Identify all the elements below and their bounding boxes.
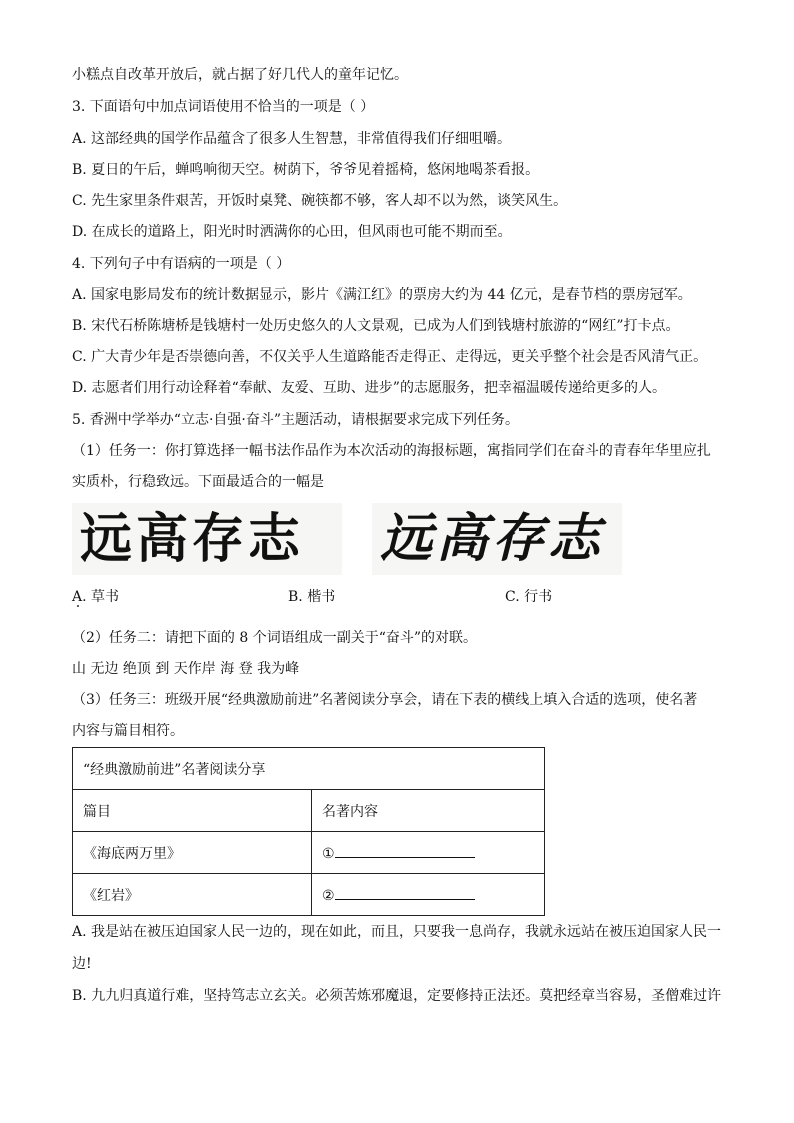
table-header-title: 篇目	[73, 790, 312, 832]
answer-blank-2[interactable]	[335, 885, 475, 900]
task-2-words: 山 无边 绝顶 到 天作岸 海 登 我为峰	[72, 661, 300, 677]
question-4-option-b: B. 宋代石桥陈塘桥是钱塘村一处历史悠久的人文景观，已成为人们到钱塘村旅游的“网红”打卡点。	[72, 318, 680, 334]
calligraphy-text-b: 远高存志	[380, 509, 605, 569]
task-1-line-1: （1）任务一：你打算选择一幅书法作品作为本次活动的海报标题，寓指同学们在奋斗的青春年华里应扎	[72, 443, 711, 459]
question-5: 5. 香洲中学举办“立志·自强·奋斗”主题活动，请根据要求完成下列任务。	[72, 412, 520, 428]
option-c-label: C. 行书	[505, 589, 553, 605]
question-3-option-b: B. 夏日的午后，蝉鸣响彻天空。树荫下，爷爷见着摇椅，悠闲地喝茶看报。	[72, 162, 540, 178]
calligraphy-image-a	[72, 503, 342, 575]
text-line: 小糕点自改革开放后，就占据了好几代人的童年记忆。	[72, 67, 408, 83]
table-cell-title: 《红岩》	[73, 874, 312, 916]
question-4: 4. 下列句子中有语病的一项是（ ）	[72, 256, 291, 272]
reading-share-table	[72, 747, 545, 916]
question-4-option-d: D. 志愿者们用行动诠释着“奉献、友爱、互助、进步”的志愿服务，把幸福温暖传递给更多的人。	[72, 380, 666, 396]
table-header-row	[73, 790, 545, 832]
calligraphy-image-b	[372, 503, 622, 575]
answer-a-line-2: 边!	[72, 956, 92, 972]
calligraphy-text-a: 远高存志	[80, 507, 305, 570]
question-3-option-c: C. 先生家里条件艰苦，开饭时桌凳、碗筷都不够，客人却不以为然，谈笑风生。	[72, 193, 568, 209]
option-b-label: B. 楷书	[288, 589, 336, 605]
answer-b-line-1: B. 九九归真道行难，坚持笃志立玄关。必须苦炼邪魔退，定要修持正法还。莫把经章当容易，圣僧难过许	[72, 988, 722, 1004]
table-title-row	[73, 748, 545, 790]
stray-dot	[77, 605, 79, 607]
option-a-label: A. 草书	[72, 589, 120, 605]
task-1-line-2: 实质朴，行稳致远。下面最适合的一幅是	[72, 474, 324, 490]
question-4-option-a: A. 国家电影局发布的统计数据显示，影片《满江红》的票房大约为 44 亿元，是春节档的票房冠军。	[72, 287, 692, 303]
table-row	[73, 832, 545, 874]
table-cell-content	[312, 874, 545, 916]
table-title: “经典激励前进”名著阅读分享	[73, 748, 545, 790]
table-header-content: 名著内容	[312, 790, 545, 832]
answer-blank-1[interactable]	[335, 843, 475, 858]
task-3-line-2: 内容与篇目相符。	[72, 723, 184, 739]
task-2: （2）任务二：请把下面的 8 个词语组成一副关于“奋斗”的对联。	[72, 630, 478, 646]
question-4-option-c: C. 广大青少年是否崇德向善，不仅关乎人生道路能否走得正、走得远，更关乎整个社会是否风清气正。	[72, 349, 708, 365]
answer-a-line-1: A. 我是站在被压迫国家人民一边的，现在如此，而且，只要我一息尚存，我就永远站在被压迫国家人民一	[72, 924, 722, 940]
blank-marker: ②	[322, 888, 335, 904]
question-3-option-a: A. 这部经典的国学作品蕴含了很多人生智慧，非常值得我们仔细咀嚼。	[72, 131, 512, 147]
blank-marker: ①	[322, 846, 335, 862]
question-3: 3. 下面语句中加点词语使用不恰当的一项是（ ）	[72, 99, 375, 115]
question-3-option-d: D. 在成长的道路上，阳光时时洒满你的心田，但风雨也可能不期而至。	[72, 224, 512, 240]
table-cell-title: 《海底两万里》	[73, 832, 312, 874]
task-3-line-1: （3）任务三：班级开展“经典激励前进”名著阅读分享会，请在下表的横线上填入合适的选项，使名著	[72, 692, 698, 708]
table-cell-content	[312, 832, 545, 874]
table-row	[73, 874, 545, 916]
